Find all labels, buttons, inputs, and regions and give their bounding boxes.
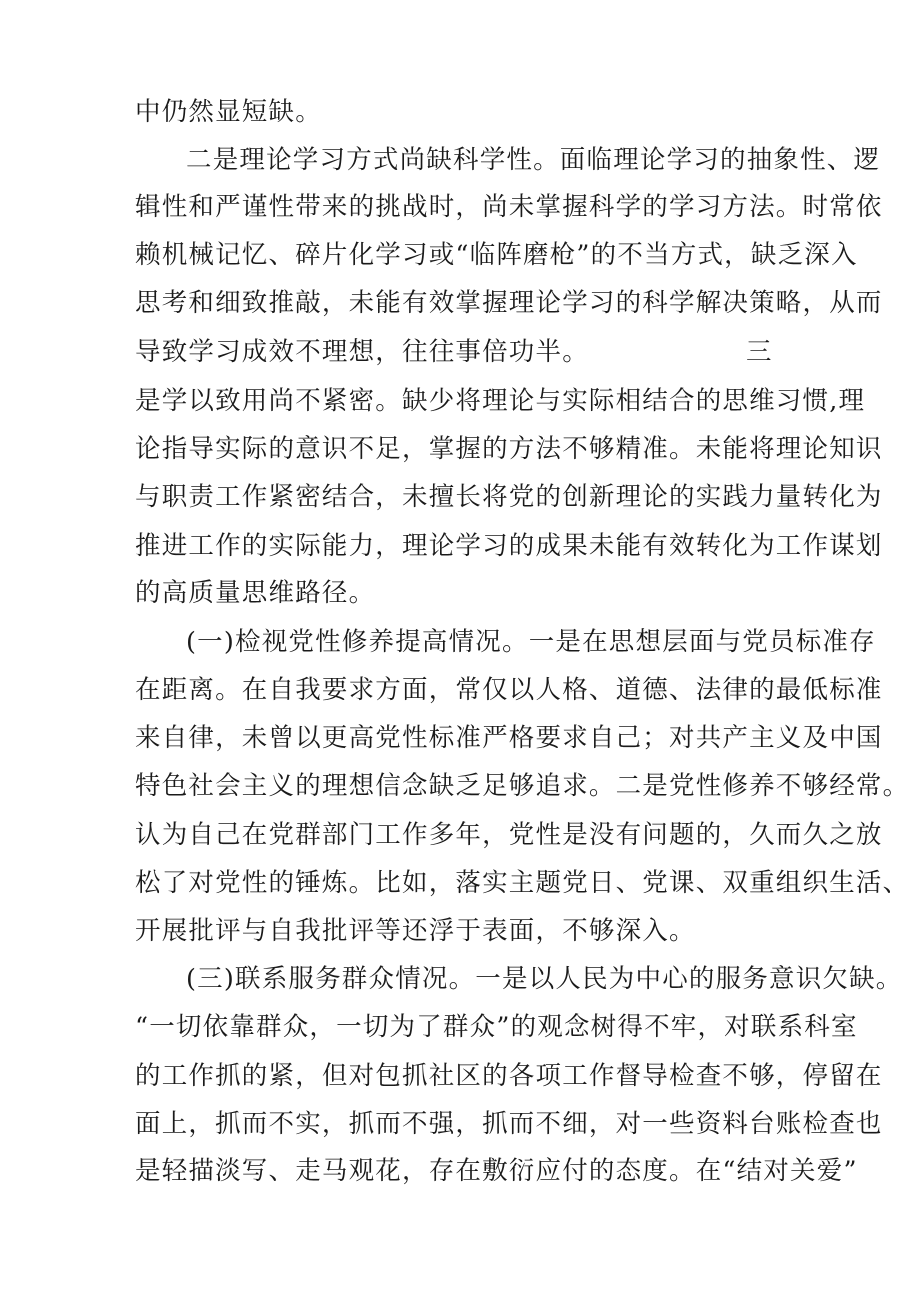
text-line-20: “一切依靠群众，一切为了群众”的观念树得不牢，对联系科室 (135, 1012, 858, 1042)
text-line-11: 的高质量思维路径。 (135, 578, 376, 608)
text-line-6: 导致学习成效不理想，往往事倍功半。 (135, 337, 589, 367)
text-line-10: 推进工作的实际能力，理论学习的成果未能有效转化为工作谋划 (135, 531, 883, 561)
text-line-16: 认为自己在党群部门工作多年，党性是没有问题的，久而久之放 (135, 820, 883, 850)
text-line-21: 的工作抓的紧，但对包抓社区的各项工作督导检查不够，停留在 (135, 1061, 883, 1091)
text-line-22: 面上，抓而不实，抓而不强，抓而不细，对一些资料台账检查也 (135, 1109, 883, 1139)
text-line-19: (三)联系服务群众情况。一是以人民为中心的服务意识欠缺。 (186, 964, 903, 994)
text-line-6-fragment: 三 (746, 337, 772, 367)
text-line-17: 松了对党性的锤炼。比如，落实主题党日、党课、双重组织生活、 (135, 868, 910, 898)
text-line-7: 是学以致用尚不紧密。缺少将理论与实际相结合的思维习惯,理 (135, 386, 866, 416)
text-line-2: 二是理论学习方式尚缺科学性。面临理论学习的抽象性、逻 (186, 145, 881, 175)
text-line-8: 论指导实际的意识不足，掌握的方法不够精准。未能将理论知识 (135, 434, 883, 464)
text-line-23: 是轻描淡写、走马观花，存在敷衍应付的态度。在“结对关爱” (135, 1156, 858, 1186)
text-line-9: 与职责工作紧密结合，未擅长将党的创新理论的实践力量转化为 (135, 482, 883, 512)
text-line-18: 开展批评与自我批评等还浮于表面，不够深入。 (135, 916, 696, 946)
text-line-1: 中仍然显短缺。 (135, 97, 322, 127)
text-line-4: 赖机械记忆、碎片化学习或“临阵磨枪”的不当方式，缺乏深入 (135, 240, 858, 270)
text-line-12: (一)检视党性修养提高情况。一是在思想层面与党员标准存 (186, 627, 876, 657)
text-line-15: 特色社会主义的理想信念缺乏足够追求。二是党性修养不够经常。 (135, 771, 910, 801)
text-line-3: 辑性和严谨性带来的挑战时，尚未掌握科学的学习方法。时常依 (135, 192, 883, 222)
text-line-14: 来自律，未曾以更高党性标准严格要求自己；对共产主义及中国 (135, 723, 883, 753)
text-line-5: 思考和细致推敲，未能有效掌握理论学习的科学解决策略，从而 (135, 288, 883, 318)
text-line-13: 在距离。在自我要求方面，常仅以人格、道德、法律的最低标准 (135, 675, 883, 705)
